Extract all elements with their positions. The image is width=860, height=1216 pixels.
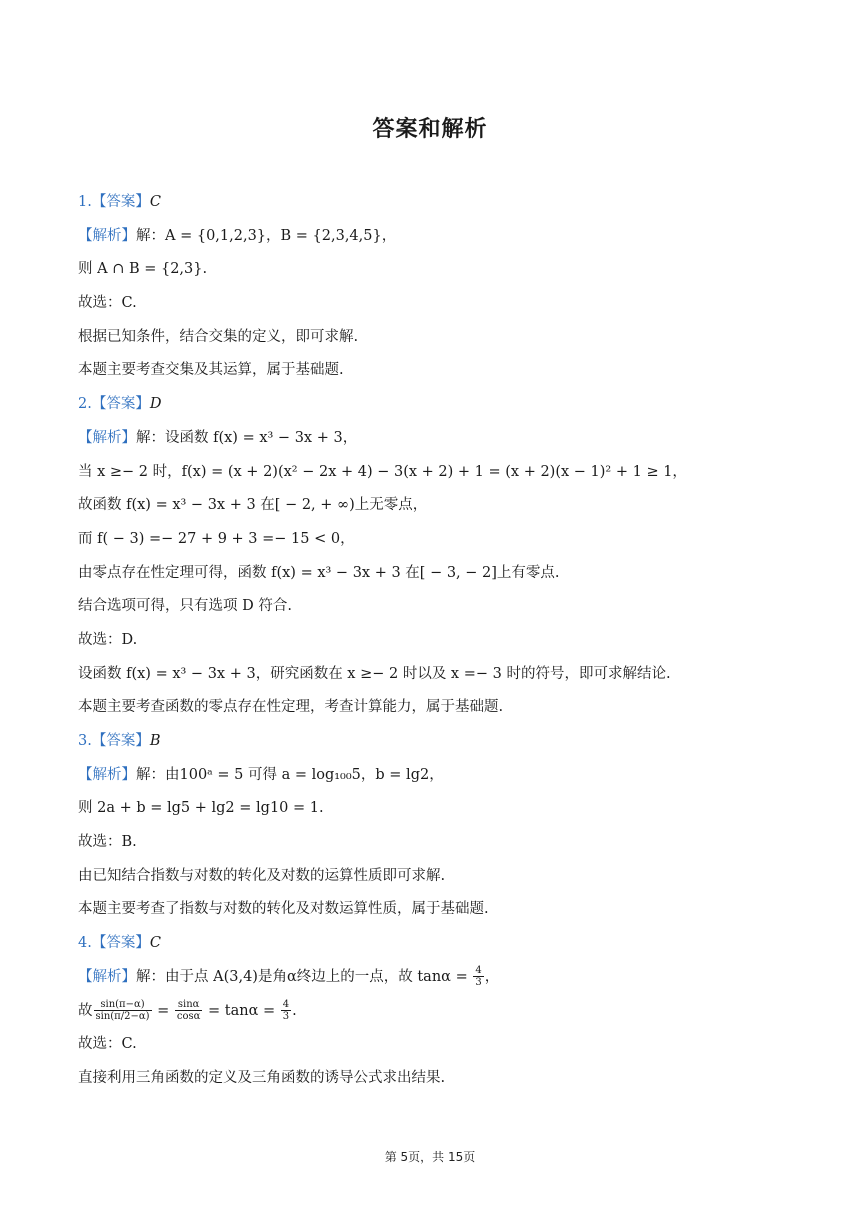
solution-line xyxy=(78,321,778,355)
line-text: C xyxy=(149,194,161,210)
line-text: 本题主要考查交集及其运算，属于基础题. xyxy=(78,362,344,379)
line-text: 解：设函数 f(x) = x³ − 3x + 3， xyxy=(136,429,358,446)
question-number: 3. xyxy=(78,733,92,749)
fraction: $\frac{\sin(\pi-\alpha)}{\sin(\pi/2-\alpha)}$ xyxy=(95,999,150,1022)
section-tag: 【解析】 xyxy=(78,227,136,244)
section-tag: 【解析】 xyxy=(78,766,136,783)
section-tag: 【答案】 xyxy=(91,935,150,952)
line-text: 故选：C. xyxy=(78,295,137,312)
section-tag: 【答案】 xyxy=(91,733,150,749)
fraction: $\frac{\sin\alpha}{\cos\alpha}$ xyxy=(176,999,201,1022)
fraction: $\frac{4}{3}$ xyxy=(282,999,290,1022)
line-text: 设函数 f(x) = x³ − 3x + 3，研究函数在 x ≥− 2 时以及 x =− 3 时的符号，即可求解结论. xyxy=(78,665,671,682)
line-text: 当 x ≥− 2 时，f(x) = (x + 2)(x² − 2x + 4) − 3(x + 2) + 1 = (x + 2)(x − 1)² + 1 ≥ 1， xyxy=(78,463,687,480)
solution-line xyxy=(78,1062,778,1096)
answer-content xyxy=(78,186,778,1096)
answer-heading xyxy=(78,388,778,422)
section-tag: 【答案】 xyxy=(91,396,150,413)
line-text: 根据已知条件，结合交集的定义，即可求解. xyxy=(78,328,359,345)
line-text: 则 2a + b = lg5 + lg2 = lg10 = 1. xyxy=(78,800,324,817)
solution-line xyxy=(78,792,778,826)
question-number: 1. xyxy=(78,194,92,210)
solution-line xyxy=(78,489,778,523)
line-text: ， xyxy=(484,968,500,985)
section-tag: 【解析】 xyxy=(78,429,136,446)
answer-heading xyxy=(78,186,778,220)
line-text: 故选：C. xyxy=(78,1036,137,1053)
line-text: 则 A ∩ B = {2,3}. xyxy=(78,261,208,278)
solution-line xyxy=(78,826,778,860)
page-footer: 第 5页，共 15页 xyxy=(384,1150,476,1164)
line-text: 故选：B. xyxy=(78,834,137,851)
line-text: 本题主要考查函数的零点存在性定理，考查计算能力，属于基础题. xyxy=(78,699,504,716)
solution-line xyxy=(78,893,778,927)
line-text: B xyxy=(149,733,161,749)
solution-line xyxy=(78,961,778,995)
line-text: C xyxy=(149,935,161,952)
line-text: 而 f( − 3) =− 27 + 9 + 3 =− 15 < 0， xyxy=(78,530,355,547)
solution-line xyxy=(78,287,778,321)
solution-line xyxy=(78,590,778,624)
section-tag: 【解析】 xyxy=(78,968,136,985)
solution-line xyxy=(78,759,778,793)
answer-heading xyxy=(78,927,778,961)
line-text: D xyxy=(149,396,162,413)
solution-line xyxy=(78,220,778,254)
line-text: 解：A = {0,1,2,3}，B = {2,3,4,5}， xyxy=(136,227,397,244)
section-tag: 【答案】 xyxy=(91,194,150,210)
equation-text: . xyxy=(292,1002,297,1019)
line-text: 直接利用三角函数的定义及三角函数的诱导公式求出结果. xyxy=(78,1069,446,1086)
solution-line xyxy=(78,860,778,894)
solution-line xyxy=(78,523,778,557)
solution-line xyxy=(78,557,778,591)
solution-line xyxy=(78,253,778,287)
line-text: 结合选项可得，只有选项 D 符合. xyxy=(78,598,292,615)
line-text: 故函数 f(x) = x³ − 3x + 3 在[ − 2, + ∞)上无零点， xyxy=(78,497,428,514)
page-title: 答案和解析 xyxy=(372,117,488,142)
line-text: 解：由100ᵃ = 5 可得 a = log₁₀₀5，b = lg2， xyxy=(136,766,444,783)
line-text: 由零点存在性定理可得，函数 f(x) = x³ − 3x + 3 在[ − 3, − 2]上有零点. xyxy=(78,564,560,581)
line-text: 解：由于点 A(3,4)是角α终边上的一点，故 tanα = xyxy=(136,968,473,985)
equation-text: = tanα = xyxy=(203,1002,280,1019)
solution-line xyxy=(78,456,778,490)
question-number: 4. xyxy=(78,935,92,952)
solution-line xyxy=(78,624,778,658)
line-text: 由已知结合指数与对数的转化及对数的运算性质即可求解. xyxy=(78,867,446,884)
answer-heading xyxy=(78,725,778,759)
fraction: $\frac{4}{3}$ xyxy=(475,965,482,989)
line-text: 本题主要考查了指数与对数的转化及对数运算性质，属于基础题. xyxy=(78,901,489,918)
solution-line xyxy=(78,658,778,692)
solution-line xyxy=(78,422,778,456)
question-number: 2. xyxy=(78,396,92,413)
solution-line xyxy=(78,354,778,388)
solution-line xyxy=(78,691,778,725)
solution-line xyxy=(78,995,778,1029)
solution-line xyxy=(78,1028,778,1062)
equation-text: = xyxy=(152,1002,174,1019)
line-text: 故 xyxy=(78,1002,93,1019)
line-text: 故选：D. xyxy=(78,631,138,648)
